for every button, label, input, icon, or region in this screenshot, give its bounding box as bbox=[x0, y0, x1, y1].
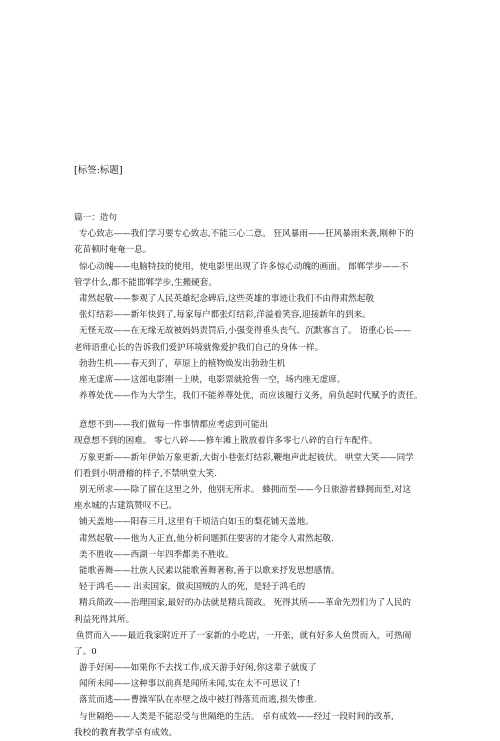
text-line: 老师语重心长的告诉我们爱护环境就像爱护我们自己的身体一样。 bbox=[74, 342, 324, 353]
text-line: 利益死得其所。 bbox=[74, 614, 135, 625]
text-line: 轻于鸿毛—— 出卖国家，做卖国贼的人的死，是轻于鸿毛的 bbox=[79, 582, 306, 593]
text-line: 座无虚席——这部电影刚一上映，电影票就抢售一空，场内座无虚席。 bbox=[79, 374, 346, 385]
text-line: 闻所未闻——这种事以前真是闻所未闻,实在太不可思议了! bbox=[79, 679, 301, 690]
text-line bbox=[74, 404, 474, 417]
text-line: 现意想不到的困难。 零七八碎——修车滩上散放着许多零七八碎的自行车配件。 bbox=[74, 436, 378, 447]
text-line: 鱼贯而入——最近我家附近开了一家新的小吃店，一开张，就有好多人鱼贯而入，可热闹 bbox=[76, 630, 412, 641]
text-line: 万象更新——新年伊始万象更新,大街小巷张灯结彩,鞭炮声此起彼伏。 哄堂大笑——同学 bbox=[79, 452, 414, 463]
document-body bbox=[74, 210, 474, 741]
text-line: 别无所求——除了留在这里之外，他别无所求。 蜂拥而至——今日旅游者蜂拥而至,对这 bbox=[79, 485, 412, 495]
text-line: 篇一：造句 bbox=[74, 213, 117, 223]
text-line: 花苗顿时奄奄一息。 bbox=[74, 245, 152, 256]
text-line: 专心致志——我们学习要专心致志,不能三心二意。 狂风暴雨——狂风暴雨来袭,刚种下的 bbox=[79, 229, 414, 240]
text-line: 座水城的古建筑赞叹不已。 bbox=[74, 501, 178, 512]
text-line: 能歌善舞——壮族人民素以能歌善舞著称,善于以歌来抒发思想感情。 bbox=[79, 565, 340, 576]
text-line: 美不胜收——西湖一年四季都美不胜收。 bbox=[79, 549, 234, 560]
text-line: 精兵简政——治理国家,最好的办法就是精兵简政。 死得其所——革命先烈们为了人民的 bbox=[79, 598, 412, 609]
text-line: 肃然起敬——他为人正直,他分析问题抓住要害的才能令人肃然起敬. bbox=[79, 533, 334, 544]
text-line: 管学什么,都不能邯郸学步,生搬硬套。 bbox=[74, 277, 217, 288]
text-line: 落荒而逃——曹操军队在赤壁之战中被打得落荒而逃,损失惨重. bbox=[79, 695, 317, 706]
text-line: 与世隔绝——人类是不能忍受与世隔绝的生活。 卓有成效——经过一段时间的改革, bbox=[79, 711, 394, 722]
text-line: 惊心动魄——电脑特技的使用，使电影里出现了许多惊心动魄的画面。 郎郸学步——不 bbox=[79, 261, 409, 272]
text-line: 了。0 bbox=[74, 646, 97, 657]
text-line: 铺天盖地——阳春三月,这里有千顷洁白如玉的梨花铺天盖地。 bbox=[79, 517, 314, 528]
text-line: 张灯结彩——新年快到了,每家每户都张灯结彩,洋溢着笑容,迎接新年的到来。 bbox=[79, 310, 371, 321]
text-line: 养尊处优——作为大学生，我们不能养尊处优，而应该履行义务，肩负起时代赋予的责任。 bbox=[79, 391, 423, 402]
text-line: 我校的教育教学卓有成效。 bbox=[74, 727, 178, 738]
text-line: 勃勃生机——春天到了，草原上的植物焕发出勃勃生机 bbox=[79, 358, 286, 369]
text-line: 游手好闲——如果你不去找工作,成天游手好闲,你这辈子就废了 bbox=[79, 663, 317, 674]
text-line: 肃然起敬——参观了人民英雄纪念碑后,这些英雄的事迹让我们不由得肃然起敬 bbox=[79, 293, 374, 304]
text-line: 无怪无故——在无缘无故被妈妈责罚后,小强变得垂头丧气、沉默寡言了。 语重心长—— bbox=[79, 326, 412, 337]
text-line: 意想不到——我们做每一件事情都应考虑到可能出 bbox=[79, 420, 269, 431]
text-line: 们看到小明滑稽的样子,不禁哄堂大笑. bbox=[74, 468, 217, 479]
tag-label: [标签:标题] bbox=[74, 165, 123, 176]
